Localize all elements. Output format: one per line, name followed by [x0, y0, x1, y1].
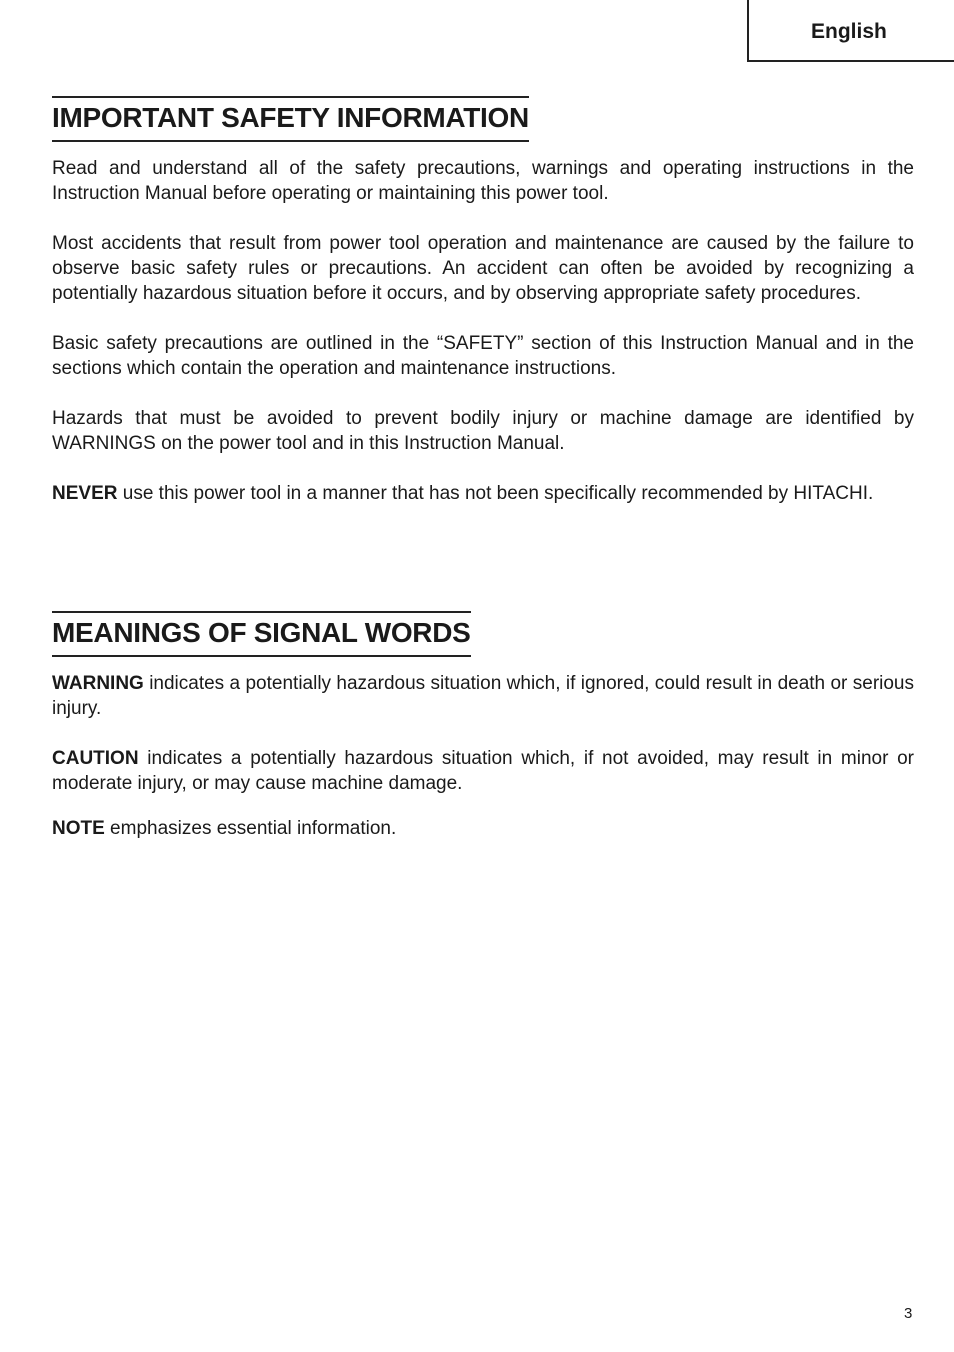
language-label: English: [811, 20, 887, 43]
safety-paragraph-basic-precautions: Basic safety precautions are outlined in the “SAFETY” section of this Instruction Manual and in the sections which contain the operation and maintenance instructions.: [52, 333, 914, 379]
page-number: 3: [904, 1305, 913, 1322]
safety-paragraph-read-manual: Read and understand all of the safety precautions, warnings and operating instructions in the Instruction Manual before operating or maintaining this power tool.: [52, 158, 914, 204]
caution-text: indicates a potentially hazardous situation which, if not avoided, may result in minor or moderate injury, or may cause machine damage.: [52, 748, 914, 794]
note-text: emphasizes essential information.: [104, 818, 397, 839]
note-keyword: NOTE: [52, 818, 105, 839]
warning-definition: [52, 671, 914, 721]
never-keyword: NEVER: [52, 483, 118, 504]
note-definition: [52, 816, 914, 841]
safety-paragraph-accidents: Most accidents that result from power tool operation and maintenance are caused by the failure to observe basic safety rules or precautions. An accident can often be avoided by recognizing a potentially hazardous situation before it occurs, and by observing appropriate safety procedures.: [52, 233, 914, 304]
language-tab: [747, 0, 954, 62]
caution-keyword: CAUTION: [52, 748, 139, 769]
warning-text: indicates a potentially hazardous situation which, if ignored, could result in death or serious injury.: [52, 673, 914, 719]
signal-words-title: MEANINGS OF SIGNAL WORDS: [52, 611, 471, 657]
warning-keyword: WARNING: [52, 673, 144, 694]
safety-paragraph-hazards: Hazards that must be avoided to prevent bodily injury or machine damage are identified by WARNINGS on the power tool and in this Instruction Manual.: [52, 408, 914, 454]
safety-section-title: IMPORTANT SAFETY INFORMATION: [52, 96, 529, 142]
never-text: use this power tool in a manner that has not been specifically recommended by HITACHI.: [117, 483, 874, 504]
caution-definition: [52, 746, 914, 796]
safety-paragraph-never: [52, 481, 914, 506]
signal-words-section: [52, 611, 914, 841]
important-safety-section: [52, 96, 914, 506]
